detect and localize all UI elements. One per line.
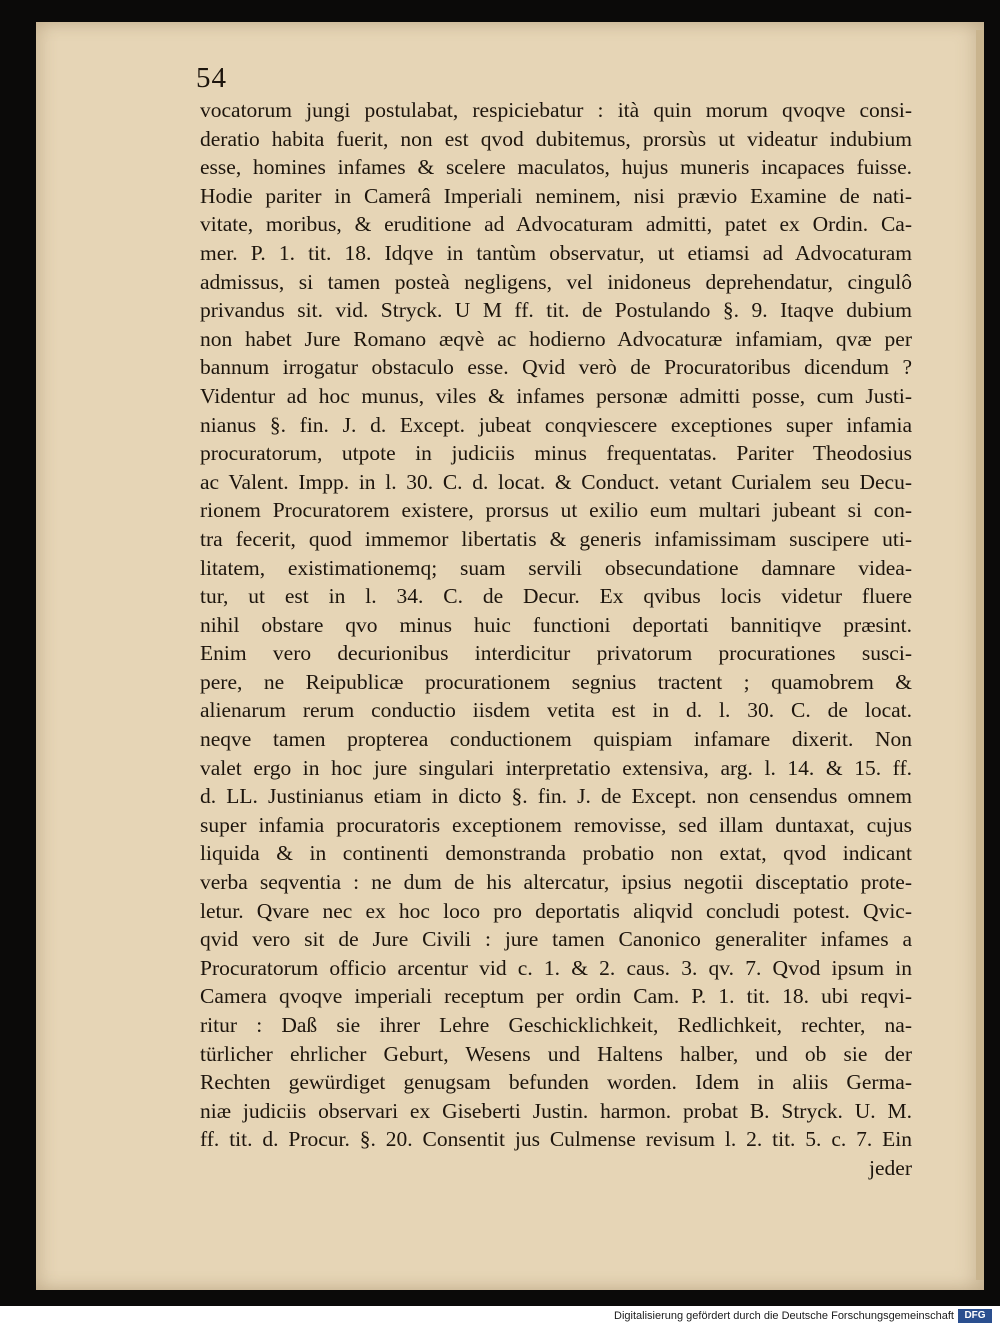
text-line: valet ergo in hoc jure singulari interpretatio extensiva, arg. l. 14. & 15. ff. [200,755,912,780]
text-line: türlicher ehrlicher Geburt, Wesens und Haltens halber, und ob sie der [200,1041,912,1066]
text-line: ritur : Daß sie ihrer Lehre Geschicklichkeit, Redlichkeit, rechter, na- [200,1013,912,1037]
text-line: procuratorum, utpote in judiciis minus frequentatas. Pariter Theodosius [200,441,912,466]
text-line: non habet Jure Romano æqvè ac hodierno Advocaturæ infamiam, qvæ per [200,326,912,351]
footer-credit: Digitalisierung gefördert durch die Deutsche Forschungsgemeinschaft [614,1310,954,1322]
text-line: tra fecerit, quod immemor libertatis & generis infamissimam suscipere uti- [200,526,912,551]
text-line: Videntur ad hoc munus, viles & infames personæ admitti posse, cum Justi- [200,383,912,408]
text-line: letur. Qvare nec ex hoc loco pro deportatis aliqvid concludi potest. Qvic- [200,898,912,923]
dfg-logo: DFG [958,1309,992,1323]
text-line: Rechten gewürdiget genugsam befunden worden. Idem in aliis Germa- [200,1070,912,1095]
text-line: vocatorum jungi postulabat, respiciebatur : ità quin morum qvoqve consi- [200,98,912,122]
text-line: bannum irrogatur obstaculo esse. Qvid verò de Procuratoribus dicendum ? [200,355,912,380]
text-line: nianus §. fin. J. d. Except. jubeat conqviescere exceptiones super infamia [200,412,912,437]
text-line: rionem Procuratorem existere, prorsus ut exilio eum multari jubeant si con- [200,498,912,523]
text-line: Camera qvoqve imperiali receptum per ordin Cam. P. 1. tit. 18. ubi reqvi- [200,984,912,1009]
text-line: esse, homines infames & scelere maculatos, hujus muneris incapaces fuisse. [200,155,912,180]
text-line: litatem, existimationemq; suam servili obsecundatione damnare videa- [200,555,912,580]
text-line: vitate, moribus, & eruditione ad Advocaturam admitti, patet ex Ordin. Ca- [200,212,912,237]
text-line: nihil obstare qvo minus huic functioni deportati bannitiqve præsint. [200,612,912,637]
text-line: liquida & in continenti demonstranda probatio non extat, qvod indicant [200,841,912,866]
text-line: ac Valent. Impp. in l. 30. C. d. locat. & Conduct. vetant Curialem seu Decu- [200,469,912,494]
text-line: qvid vero sit de Jure Civili : jure tamen Canonico generaliter infames a [200,927,912,952]
text-line: super infamia procuratoris exceptionem removisse, sed illam duntaxat, cujus [200,812,912,837]
catchword: jeder [869,1155,912,1180]
text-line: verba seqventia : ne dum de his altercatur, ipsius negotii disceptatio prote- [200,870,912,895]
text-line: privandus sit. vid. Stryck. U M ff. tit. de Postulando §. 9. Itaqve dubium [200,298,912,323]
text-line: neqve tamen propterea conductionem quispiam infamare dixerit. Non [200,727,912,752]
page-number: 54 [196,62,227,94]
text-line: deratio habita fuerit, non est qvod dubitemus, prorsùs ut videatur indubium [200,126,912,151]
text-line: d. LL. Justinianus etiam in dicto §. fin. J. de Except. non censendus omnem [200,784,912,809]
text-line: Enim vero decurionibus interdicitur privatorum procurationes susci- [200,641,912,666]
text-line: pere, ne Reipublicæ procurationem segnius tractent ; quamobrem & [200,669,912,694]
text-line: tur, ut est in l. 34. C. de Decur. Ex qvibus locis videtur fluere [200,584,912,609]
text-line: mer. P. 1. tit. 18. Idqve in tantùm observatur, ut etiamsi ad Advocaturam [200,240,912,265]
text-line: niæ judiciis observari ex Giseberti Justin. harmon. probat B. Stryck. U. M. [200,1098,912,1123]
text-line: Hodie pariter in Camerâ Imperiali neminem, nisi prævio Examine de nati- [200,183,912,208]
text-line: Procuratorum officio arcentur vid c. 1. & 2. caus. 3. qv. 7. Qvod ipsum in [200,955,912,980]
body-text [200,96,912,1183]
text-line: admissus, si tamen posteà negligens, vel inidoneus deprehendatur, cingulô [200,269,912,294]
text-line: alienarum rerum conductio iisdem vetita est in d. l. 30. C. de locat. [200,698,912,723]
text-line: ff. tit. d. Procur. §. 20. Consentit jus Culmense revisum l. 2. tit. 5. c. 7. Ein [200,1127,912,1152]
page-edge [976,30,984,1280]
